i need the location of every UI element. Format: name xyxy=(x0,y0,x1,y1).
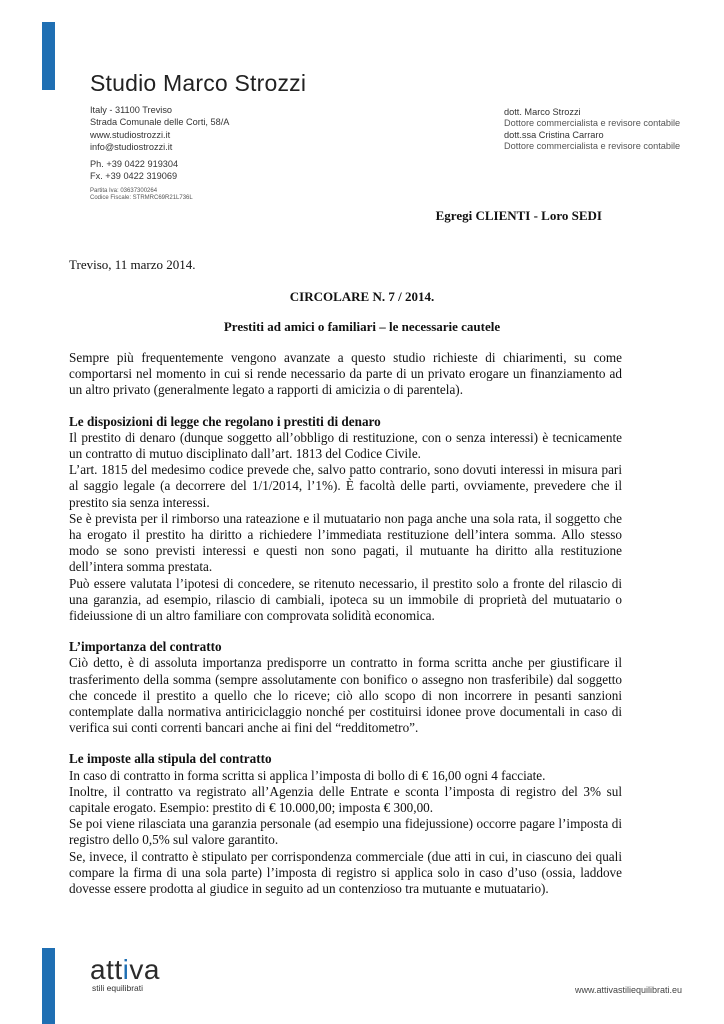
website-link[interactable]: www.studiostrozzi.it xyxy=(90,129,171,140)
email-link[interactable]: info@studiostrozzi.it xyxy=(90,141,173,152)
section-heading: Le disposizioni di legge che regolano i prestiti di denaro xyxy=(69,413,381,429)
section-paragraph: Il prestito di denaro (dunque soggetto all’obbligo di restituzione, con o senza interessi) è tecnicamente un contratto di mutuo disciplinato dall’art. 1813 del Codice Civile. xyxy=(69,429,622,462)
section-heading: L’importanza del contratto xyxy=(69,639,222,655)
address-country-line: Italy - 31100 Treviso xyxy=(90,105,173,115)
logo-text-end: va xyxy=(129,954,160,985)
section-paragraph: Se, invece, il contratto è stipulato per corrispondenza commerciale (due atti in cui, in ciascuno dei quali compare la firma di una sola parte) l’imposta di registro si applica solo in caso d’uso (ossia, laddove dovesse essere prodotta al giudice in seguito ad un contenzioso tra mutuante e mutuatario). xyxy=(69,848,622,897)
section-paragraph: Se poi viene rilasciata una garanzia personale (ad esempio una fidejussione) occorre pagare l’imposta di registro dello 0,5% sul valore garantito. xyxy=(69,816,622,848)
letterhead-address-block xyxy=(90,104,229,203)
place-date: Treviso, 11 marzo 2014. xyxy=(69,257,196,272)
studio-name: Studio Marco Strozzi xyxy=(90,70,307,96)
logo-accent-letter: i xyxy=(122,954,130,985)
phone-number: Ph. +39 0422 919304 xyxy=(90,159,179,170)
section-paragraph: Se è prevista per il rimborso una rateazione e il mutuatario non paga anche una sola rata, il soggetto che ha erogato il prestito ha diritto a richiedere l’immediata restituzione dell’intera somma. Allo stesso modo se sono previsti interessi e questi non sono pagati, il mutuante ha diritto alla restituzione dell’intera somma prestata. xyxy=(69,510,622,575)
circular-subtitle: Prestiti ad amici o familiari – le necessarie cautele xyxy=(223,319,501,334)
partners-block xyxy=(504,107,680,151)
partner-role: Dottore commercialista e revisore contabile xyxy=(504,140,681,151)
logo-tagline: stili equilibrati xyxy=(92,983,144,993)
partner-role: Dottore commercialista e revisore contabile xyxy=(504,117,681,128)
section-paragraph: In caso di contratto in forma scritta si applica l’imposta di bollo di € 16,00 ogni 4 facciate. xyxy=(69,767,546,783)
vat-number: Partita Iva: 03637300264 xyxy=(90,187,158,194)
partner-name: dott. Marco Strozzi xyxy=(504,107,581,117)
partner-name: dott.ssa Cristina Carraro xyxy=(504,130,604,141)
recipient-line: Egregi CLIENTI - Loro SEDI xyxy=(435,208,602,223)
footer-website-link[interactable]: www.attivastiliequilibrati.eu xyxy=(574,985,682,995)
section-paragraph: Può essere valutata l’ipotesi di concedere, se ritenuto necessario, il prestito solo a fronte del rilascio di una garanzia, ad esempio, rilascio di cambiali, ipoteca su un immobile di proprietà del mutuatario o fideiussione di un altro familiare con comprovata solidità economica. xyxy=(69,575,622,624)
address-street-line: Strada Comunale delle Corti, 58/A xyxy=(90,117,230,128)
attiva-logo xyxy=(90,955,160,993)
section-heading: Le imposte alla stipula del contratto xyxy=(69,751,272,767)
bottom-accent-bar xyxy=(42,948,55,1024)
tax-code: Codice Fiscale: STRMRC69R21L736L xyxy=(90,195,193,202)
section-paragraph: L’art. 1815 del medesimo codice prevede che, salvo patto contrario, sono dovuti interessi in misura pari al saggio legale (a decorrere del 1/1/2014, l’1%). È facoltà delle parti, ovviamente, prevedere che il prestito sia senza interessi. xyxy=(69,462,622,510)
section-paragraph: Ciò detto, è di assoluta importanza predisporre un contratto in forma scritta anche per giustificare il trasferimento della somma (sempre assolutamente con bonifico o assegno non trasferibile) dal soggetto che concede il prestito a quello che lo riceve; ciò allo scopo di non incorrere in pesanti sanzioni contemplate dalla normativa antiriciclaggio nonché per costituirsi idonee prove documentali in caso di verifica sui conti correnti bancari anche ai fini del “redditometro”. xyxy=(69,655,622,736)
logo-text-start: att xyxy=(90,954,123,985)
section-paragraph: Inoltre, il contratto va registrato all’Agenzia delle Entrate e sconta l’imposta di registro del 3% sul capitale erogato. Esempio: prestito di € 10.000,00; imposta € 300,00. xyxy=(69,783,622,816)
letter-body xyxy=(69,350,622,897)
intro-paragraph: Sempre più frequentemente vengono avanzate a questo studio richieste di chiarimenti, su come comportarsi nel momento in cui si rende necessario da parte di un privato erogare un finanziamento ad un altro privato (generalmente legato a rapporti di amicizia o di parentela). xyxy=(69,350,622,398)
top-accent-bar xyxy=(42,22,55,90)
circular-title: CIRCOLARE N. 7 / 2014. xyxy=(289,289,435,304)
fax-number: Fx. +39 0422 319069 xyxy=(90,171,178,182)
